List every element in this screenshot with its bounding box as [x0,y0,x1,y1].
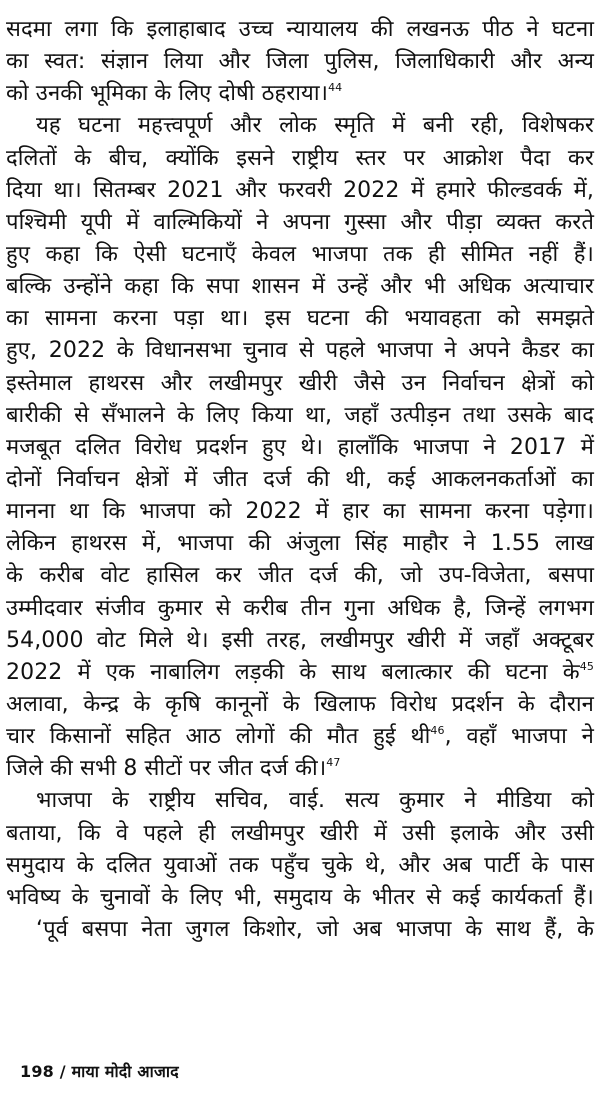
line-text: हुए, 2022 के विधानसभा चुनाव से पहले भाजपा ने अपने कैडर का [6,338,594,364]
line-text: यह घटना महत्त्वपूर्ण और लोक स्मृति में बनी रही, विशेषकर [36,113,594,139]
text-line [6,78,594,110]
line-text: समुदाय के दलित युवाओं तक पहुँच चुके थे, और अब पार्टी के पास [6,852,594,878]
page-footer: 198 / माया मोदी आजाद [20,1062,179,1081]
text-line [6,689,594,721]
line-text: पश्चिमी यूपी में वाल्मिकियों ने अपना गुस्सा और पीड़ा व्यक्त करते [6,209,594,235]
text-line [6,110,594,142]
text-line [6,721,594,753]
line-text: मानना था कि भाजपा को 2022 में हार का सामना करना पड़ेगा। [6,499,594,525]
text-line [6,496,594,528]
footnote-marker: 45 [579,660,594,674]
line-text: बारीकी से सँभालने के लिए किया था, जहाँ उत्पीड़न तथा उसके बाद [6,402,594,428]
text-line [6,464,594,496]
line-text: मजबूत दलित विरोध प्रदर्शन हुए थे। हालाँकि भाजपा ने 2017 में [6,434,594,460]
text-line [6,143,594,175]
text-line [6,432,594,464]
text-line [6,753,594,785]
text-line [6,175,594,207]
line-text: चार किसानों सहित आठ लोगों की मौत हुई थी [6,724,431,750]
text-line [6,560,594,592]
text-line [6,785,594,817]
line-text: दोनों निर्वाचन क्षेत्रों में जीत दर्ज की थी, कई आकलनकर्ताओं का [6,466,594,492]
text-line [6,528,594,560]
body-text [6,14,594,946]
text-line [6,335,594,367]
text-line [6,239,594,271]
text-line [6,207,594,239]
footnote-marker: 44 [328,81,343,95]
text-line [6,818,594,850]
line-text: बताया, कि वे पहले ही लखीमपुर खीरी में उसी इलाके और उसी [6,820,594,846]
line-text: अलावा, केन्द्र के कृषि कानूनों के खिलाफ विरोध प्रदर्शन के दौरान [6,691,594,717]
line-text: इस्तेमाल हाथरस और लखीमपुर खीरी जैसे उन निर्वाचन क्षेत्रों को [6,370,594,396]
text-line [6,14,594,46]
text-line [6,368,594,400]
line-text: ‘पूर्व बसपा नेता जुगल किशोर, जो अब भाजपा के साथ हैं, के [36,916,594,942]
line-text: जिले की सभी 8 सीटों पर जीत दर्ज की। [6,756,327,782]
line-text-tail: , वहाँ भाजपा ने [444,724,594,750]
text-line [6,882,594,914]
line-text: हुए कहा कि ऐसी घटनाएँ केवल भाजपा तक ही सीमित नहीं हैं। [6,241,594,267]
line-text: भाजपा के राष्ट्रीय सचिव, वाई. सत्य कुमार ने मीडिया को [36,788,594,814]
text-line [6,271,594,303]
line-text: दलितों के बीच, क्योंकि इसने राष्ट्रीय स्तर पर आक्रोश पैदा कर [6,145,594,171]
line-text: सदमा लगा कि इलाहाबाद उच्च न्यायालय की लखनऊ पीठ ने घटना [6,17,594,42]
line-text: का स्वत: संज्ञान लिया और जिला पुलिस, जिलाधिकारी और अन्य [6,49,594,75]
footnote-marker: 46 [430,724,445,738]
footnote-marker: 47 [326,756,341,770]
text-line [6,850,594,882]
text-line [6,400,594,432]
line-text: बल्कि उन्होंने कहा कि सपा शासन में उन्हें और भी अधिक अत्याचार [6,274,594,300]
line-text: के करीब वोट हासिल कर जीत दर्ज की, जो उप-विजेता, बसपा [6,563,594,589]
text-line [6,657,594,689]
line-text: दिया था। सितम्बर 2021 और फरवरी 2022 में हमारे फील्डवर्क में, [6,177,594,203]
text-line [6,303,594,335]
text-line [6,625,594,657]
text-line [6,593,594,625]
line-text: का सामना करना पड़ा था। इस घटना की भयावहता को समझते [6,306,594,332]
line-text: उम्मीदवार संजीव कुमार से करीब तीन गुना अधिक है, जिन्हें लगभग [6,595,594,621]
line-text: 2022 में एक नाबालिग लड़की के साथ बलात्कार की घटना के [6,659,580,685]
text-line [6,914,594,946]
line-text: भविष्य के चुनावों के लिए भी, समुदाय के भीतर से कई कार्यकर्ता हैं। [6,884,594,910]
line-text: लेकिन हाथरस में, भाजपा की अंजुला सिंह माहौर ने 1.55 लाख [6,531,594,557]
text-line [6,46,594,78]
line-text: को उनकी भूमिका के लिए दोषी ठहराया। [6,81,329,107]
line-text: 54,000 वोट मिले थे। इसी तरह, लखीमपुर खीरी में जहाँ अक्टूबर [6,627,594,653]
